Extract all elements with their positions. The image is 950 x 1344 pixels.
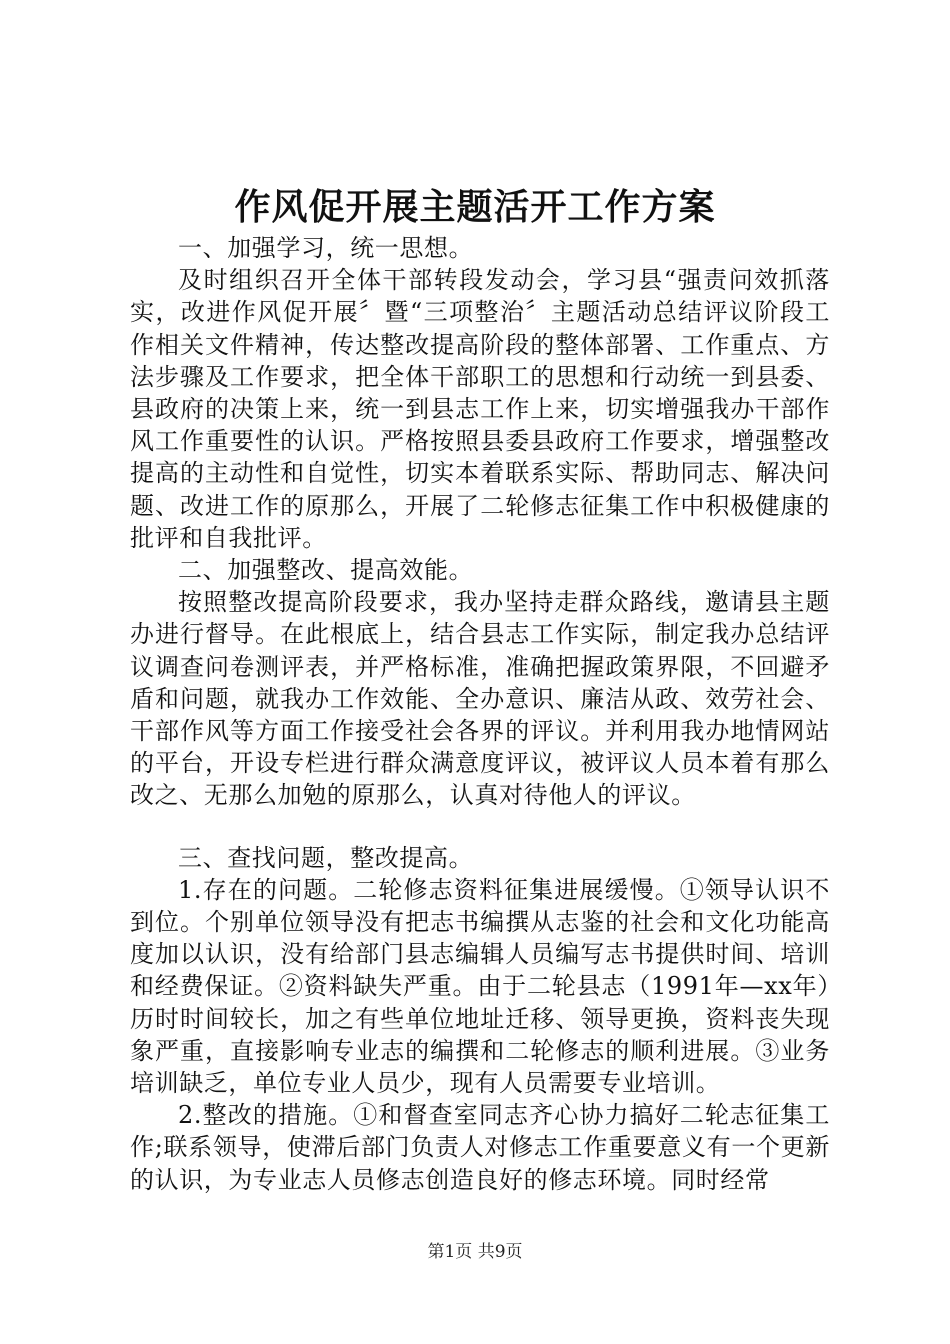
page-number-footer: 第1页 共9页 bbox=[427, 1242, 523, 1262]
section-heading-1: 一、加强学习，统一思想。 bbox=[178, 234, 474, 262]
body-paragraph: 按照整改提高阶段要求，我办坚持走群众路线，邀请县主题办进行督导。在此根底上，结合县志工作实际，制定我办总结评议调查问卷测评表，并严格标准，准确把握政策界限，不回避矛盾和问题，就我办工作效能、全办意识、廉洁从政、效劳社会、干部作风等方面工作接受社会各界的评议。并利用我办地情网站的平台，开设专栏进行群众满意度评议，被评议人员本着有那么改之、无那么加勉的原那么，认真对待他人的评议。 bbox=[130, 588, 830, 810]
body-paragraph: 及时组织召开全体干部转段发动会，学习县“强责问效抓落实，改进作风促开展〞暨“三项整治〞主题活动总结评议阶段工作相关文件精神，传达整改提高阶段的整体部署、工作重点、方法步骤及工作要求，把全体干部职工的思想和行动统一到县委、县政府的决策上来，统一到县志工作上来，切实增强我办干部作风工作重要性的认识。严格按照县委县政府工作要求，增强整改提高的主动性和自觉性，切实本着联系实际、帮助同志、解决问题、改进工作的原那么，开展了二轮修志征集工作中积极健康的批评和自我批评。 bbox=[130, 266, 830, 552]
body-paragraph: 2.整改的措施。①和督查室同志齐心协力搞好二轮志征集工作;联系领导，使滞后部门负责人对修志工作重要意义有一个更新的认识，为专业志人员修志创造良好的修志环境。同时经常 bbox=[130, 1101, 830, 1194]
document-body bbox=[130, 232, 830, 1196]
body-paragraph: 1.存在的问题。二轮修志资料征集进展缓慢。①领导认识不到位。个别单位领导没有把志书编撰从志鉴的社会和文化功能高度加以认识，没有给部门县志编辑人员编写志书提供时间、培训和经费保证。②资料缺失严重。由于二轮县志（1991年—xx年）历时时间较长，加之有些单位地址迁移、领导更换，资料丧失现象严重，直接影响专业志的编撰和二轮修志的顺利进展。③业务培训缺乏，单位专业人员少，现有人员需要专业培训。 bbox=[130, 875, 830, 1098]
section-heading-3: 三、查找问题，整改提高。 bbox=[178, 843, 474, 872]
document-title: 作风促开展主题活开工作方案 bbox=[234, 186, 716, 228]
section-heading-2: 二、加强整改、提高效能。 bbox=[178, 556, 474, 585]
